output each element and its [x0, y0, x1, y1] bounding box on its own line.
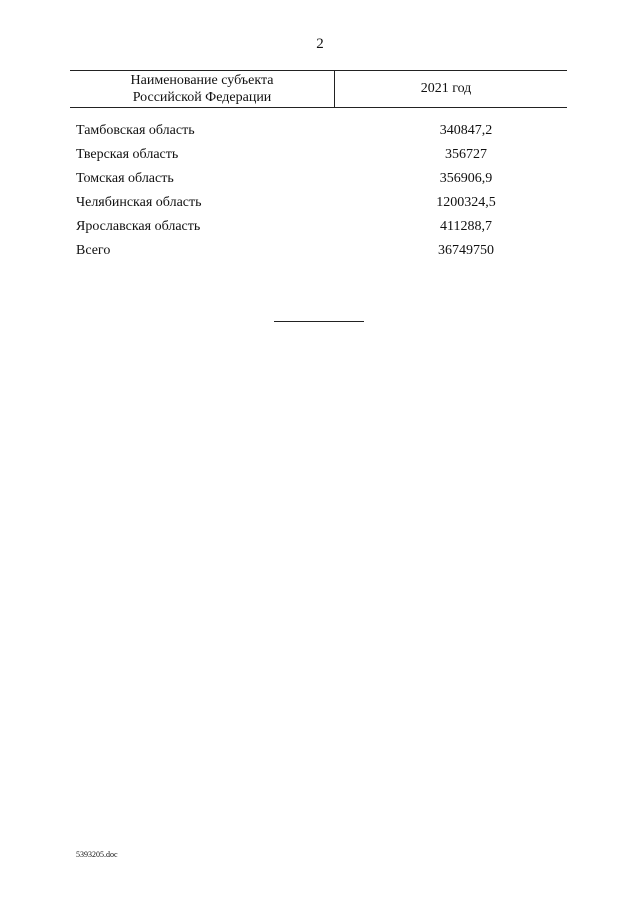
- table-body: [76, 122, 567, 266]
- region-value: 356906,9: [439, 171, 493, 186]
- table-row: [76, 170, 567, 194]
- column-header-region-line1: Наименование субъекта: [130, 73, 274, 88]
- region-value: 340847,2: [439, 123, 493, 138]
- table-row: [76, 146, 567, 170]
- region-name: Челябинская область: [76, 195, 202, 210]
- region-name: Тамбовская область: [76, 123, 195, 138]
- table-row: [76, 218, 567, 242]
- end-separator-line: [274, 321, 364, 322]
- region-name: Ярославская область: [76, 219, 201, 234]
- column-header-region: [70, 71, 335, 107]
- region-name: Томская область: [76, 171, 174, 186]
- region-value: 356727: [445, 147, 487, 162]
- total-label: Всего: [76, 243, 111, 258]
- region-name: Тверская область: [76, 147, 179, 162]
- table-row: [76, 122, 567, 146]
- table-header: [70, 70, 567, 108]
- page-number: 2: [316, 36, 324, 52]
- region-value: 411288,7: [440, 219, 492, 234]
- column-header-year: 2021 год: [420, 81, 472, 96]
- table-row-total: [76, 242, 567, 266]
- region-value: 1200324,5: [436, 195, 496, 210]
- total-value: 36749750: [438, 243, 494, 258]
- column-header-region-line2: Российской Федерации: [132, 90, 272, 105]
- file-reference: 5393205.doc: [76, 850, 118, 859]
- table-row: [76, 194, 567, 218]
